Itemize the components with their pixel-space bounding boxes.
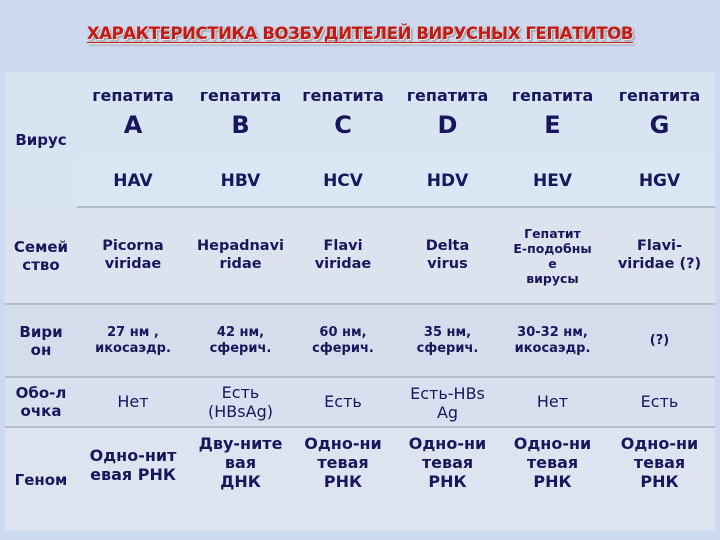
cell-line: Одно-нит xyxy=(89,446,177,465)
virion-cell-a xyxy=(77,305,189,378)
cell-line: РНК xyxy=(533,472,572,492)
virion-cell-e xyxy=(501,305,604,378)
header-letter: B xyxy=(231,111,250,140)
envelope-cell-b xyxy=(189,378,292,428)
family-cell-a xyxy=(77,208,189,305)
cell-line: Hepadnavi xyxy=(196,238,285,255)
abbr-hbv: HBV xyxy=(189,156,292,208)
cell-line: 35 нм, xyxy=(423,324,472,340)
cell-line: РНК xyxy=(428,472,467,492)
cell-line: Flavi xyxy=(323,238,363,255)
cell-line: 27 нм , xyxy=(107,324,159,340)
genome-cell-c xyxy=(292,428,394,531)
label-line: очка xyxy=(20,402,62,420)
cell-line: Есть xyxy=(221,382,260,402)
header-word: гепатита xyxy=(302,86,384,105)
family-cell-e xyxy=(501,208,604,305)
page-title: ХАРАКТЕРИСТИКА ВОЗБУДИТЕЛЕЙ ВИРУСНЫХ ГЕПАТИТОВ xyxy=(86,24,634,43)
cell-line: viridae xyxy=(104,255,162,272)
cell-line: Picorna xyxy=(102,238,164,255)
header-word: гепатита xyxy=(511,86,594,105)
cell-line: 60 нм, xyxy=(319,324,367,340)
genome-cell-d xyxy=(394,428,501,531)
cell-line: Flavi- xyxy=(636,238,683,255)
cell-line: Есть xyxy=(640,392,679,412)
header-hepatitis-a xyxy=(77,72,189,156)
label-line: Семей xyxy=(13,237,69,256)
virion-cell-b xyxy=(189,305,292,378)
cell-line: viridae (?) xyxy=(617,255,702,272)
cell-line: РНК xyxy=(640,472,679,492)
cell-line: virus xyxy=(427,255,468,272)
abbr-hcv: HCV xyxy=(292,156,394,208)
hepatitis-table xyxy=(5,72,715,531)
cell-line: сферич. xyxy=(312,340,374,356)
family-cell-d xyxy=(394,208,501,305)
label-line: Геном xyxy=(14,470,68,489)
abbr-hgv: HGV xyxy=(604,156,715,208)
virion-cell-c xyxy=(292,305,394,378)
genome-cell-a xyxy=(77,428,189,531)
cell-line: сферич. xyxy=(416,340,479,356)
header-hepatitis-d xyxy=(394,72,501,156)
row-label-virion xyxy=(5,305,77,378)
family-cell-c xyxy=(292,208,394,305)
cell-line: Нет xyxy=(117,392,149,412)
cell-line: Одно-ни xyxy=(513,434,592,453)
cell-line: тевая xyxy=(317,453,369,473)
virus-label: Вирус xyxy=(15,131,67,149)
cell-line: (?) xyxy=(649,332,670,348)
row-label-envelope xyxy=(5,378,77,428)
cell-line: вирусы xyxy=(526,270,579,286)
envelope-cell-e xyxy=(501,378,604,428)
cell-line: 42 нм, xyxy=(216,324,265,340)
cell-line: Ag xyxy=(436,403,459,423)
header-letter: E xyxy=(544,111,561,140)
row-label-family xyxy=(5,208,77,305)
envelope-cell-g xyxy=(604,378,715,428)
abbr-hav: HAV xyxy=(77,156,189,208)
abbr-hdv: HDV xyxy=(394,156,501,208)
envelope-cell-c xyxy=(292,378,394,428)
cell-line: Одно-ни xyxy=(408,434,487,453)
cell-line: е xyxy=(548,255,557,271)
virus-header-cell xyxy=(5,72,77,208)
row-label-genome xyxy=(5,428,77,531)
cell-line: евая РНК xyxy=(90,465,176,485)
genome-cell-g xyxy=(604,428,715,531)
header-hepatitis-e xyxy=(501,72,604,156)
cell-line: РНК xyxy=(323,472,363,492)
cell-line: Нет xyxy=(536,392,569,412)
label-line: Вири xyxy=(19,322,63,341)
cell-line: вая xyxy=(224,453,257,473)
header-letter: G xyxy=(649,111,670,140)
header-word: гепатита xyxy=(618,86,701,105)
cell-line: Дву-ните xyxy=(198,434,283,453)
header-hepatitis-g xyxy=(604,72,715,156)
envelope-cell-d xyxy=(394,378,501,428)
cell-line: сферич. xyxy=(209,340,272,356)
envelope-cell-a xyxy=(77,378,189,428)
cell-line: Гепатит xyxy=(524,225,581,241)
cell-line: (HBsAg) xyxy=(208,402,273,421)
header-letter: C xyxy=(334,111,352,140)
header-letter: D xyxy=(437,111,458,140)
label-line: ство xyxy=(22,255,60,274)
label-line: Обо-л xyxy=(15,384,67,402)
cell-line: viridae xyxy=(314,255,372,272)
cell-line: 30-32 нм, xyxy=(517,324,588,340)
header-hepatitis-b xyxy=(189,72,292,156)
virion-cell-g xyxy=(604,305,715,378)
header-hepatitis-c xyxy=(292,72,394,156)
family-cell-g xyxy=(604,208,715,305)
cell-line: Есть xyxy=(324,392,362,412)
abbr-hev: HEV xyxy=(501,156,604,208)
cell-line: ДНК xyxy=(220,472,261,492)
genome-cell-e xyxy=(501,428,604,531)
cell-line: икосаэдр. xyxy=(514,340,591,356)
cell-line: Одно-ни xyxy=(304,434,382,453)
header-word: гепатита xyxy=(199,86,282,105)
cell-line: икосаэдр. xyxy=(95,340,171,356)
label-line: он xyxy=(30,340,52,359)
virion-cell-d xyxy=(394,305,501,378)
header-letter: A xyxy=(123,111,143,140)
cell-line: Одно-ни xyxy=(620,434,699,453)
cell-line: Delta xyxy=(425,238,470,255)
family-cell-b xyxy=(189,208,292,305)
cell-line: Есть-HBs xyxy=(410,384,485,403)
cell-line: Е-подобны xyxy=(513,240,592,256)
cell-line: тевая xyxy=(633,453,686,473)
genome-cell-b xyxy=(189,428,292,531)
cell-line: тевая xyxy=(421,453,474,473)
header-word: гепатита xyxy=(406,86,489,105)
cell-line: тевая xyxy=(526,453,579,473)
header-word: гепатита xyxy=(92,86,174,105)
cell-line: ridae xyxy=(219,255,262,272)
